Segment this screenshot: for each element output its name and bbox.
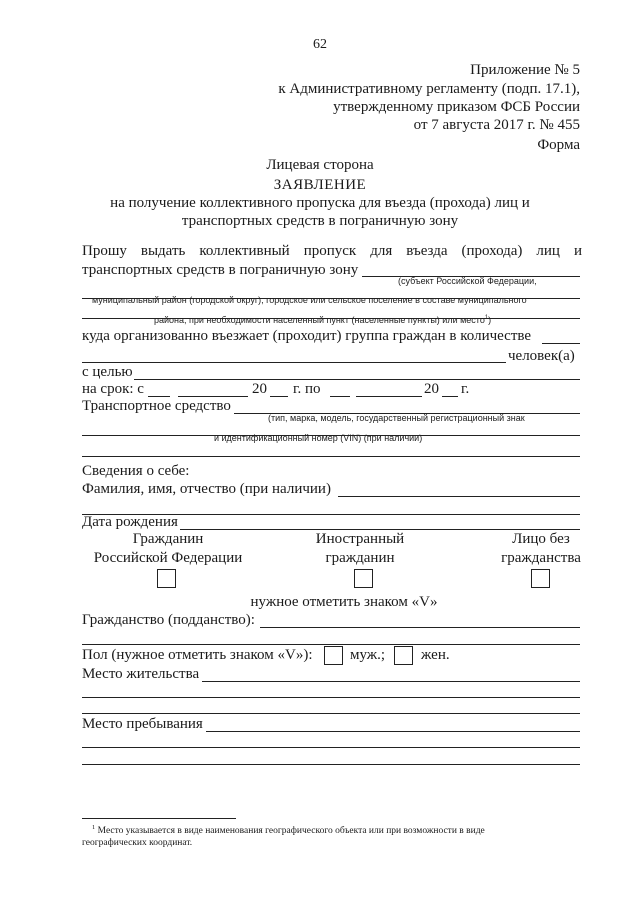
option-rf-checkbox[interactable]	[157, 569, 176, 588]
stay-field-2[interactable]	[82, 747, 580, 748]
birth-date-field[interactable]	[180, 529, 580, 530]
locality-hint-text: района, при необходимости населенный пункт (населенные пункты) или место	[154, 315, 485, 325]
term-from-month-field[interactable]	[178, 396, 248, 397]
option-foreign-line-2: гражданин	[325, 550, 395, 566]
vehicle-hint-2: и идентификационный номер (VIN) (при наличии)	[214, 433, 423, 443]
subtitle-line-2: транспортных средств в пограничную зону	[181, 213, 459, 229]
male-label: муж.;	[350, 647, 386, 663]
group-count-continued-field[interactable]	[82, 362, 506, 363]
male-checkbox[interactable]	[324, 646, 343, 665]
side-label: Лицевая сторона	[266, 157, 374, 173]
appendix-line-3: утвержденному приказом ФСБ России	[333, 99, 580, 115]
term-from-day-field[interactable]	[148, 396, 170, 397]
female-label: жен.	[421, 647, 450, 663]
form-label: Форма	[537, 137, 580, 153]
birth-date-label: Дата рождения	[82, 514, 178, 530]
option-rf-line-2: Российской Федерации	[93, 550, 243, 566]
group-text: куда организованно въезжает (проходит) группа граждан в количестве	[82, 328, 532, 344]
region-hint: (субъект Российской Федерации,	[398, 276, 537, 286]
page-number: 62	[313, 37, 327, 52]
purpose-label: с целью	[82, 364, 133, 380]
term-to-year-field[interactable]	[442, 396, 458, 397]
residence-field[interactable]	[202, 681, 580, 682]
footnote-line-1	[92, 824, 485, 836]
term-to-day-field[interactable]	[330, 396, 350, 397]
purpose-field[interactable]	[134, 379, 580, 380]
stay-field-3[interactable]	[82, 764, 580, 765]
residence-field-2[interactable]	[82, 697, 580, 698]
request-line-2: транспортных средств в пограничную зону	[82, 262, 359, 278]
term-to-month-field[interactable]	[356, 396, 422, 397]
stay-field[interactable]	[206, 731, 580, 732]
about-heading: Сведения о себе:	[82, 463, 190, 479]
locality-hint-close: )	[488, 315, 492, 325]
option-stateless-checkbox[interactable]	[531, 569, 550, 588]
subtitle-line-1: на получение коллективного пропуска для въезда (прохода) лиц и	[110, 195, 530, 211]
footnote-text-2: географических координат.	[82, 838, 193, 848]
sex-label: Пол (нужное отметить знаком «V»):	[82, 647, 313, 663]
option-foreign-line-1: Иностранный	[315, 531, 405, 547]
vehicle-label: Транспортное средство	[82, 398, 231, 414]
footnote-text-1: Место указывается в виде наименования географического объекта или при возможности в виде	[97, 826, 485, 837]
citizenship-continued-field[interactable]	[82, 644, 580, 645]
option-stateless-line-1: Лицо без	[512, 531, 570, 547]
residence-label: Место жительства	[82, 666, 200, 682]
term-year-2-label: 20	[424, 381, 439, 397]
option-rf-line-1: Гражданин	[132, 531, 204, 547]
term-end-label: г.	[461, 381, 470, 397]
request-line-1: Прошу выдать коллективный пропуск для въезда (прохода) лиц и	[82, 243, 582, 259]
vehicle-extra-field[interactable]	[82, 456, 580, 457]
term-mid-label: г. по	[293, 381, 321, 397]
stay-label: Место пребывания	[82, 716, 203, 732]
district-hint: муниципальный район (городской округ), городское или сельское поселение в составе муниципального	[92, 295, 527, 305]
mark-note: нужное отметить знаком «V»	[250, 594, 438, 610]
appendix-line-2: к Административному регламенту (подп. 17.1),	[278, 81, 580, 97]
vehicle-hint-1: (тип, марка, модель, государственный регистрационный знак	[268, 413, 525, 423]
group-count-field[interactable]	[542, 343, 580, 344]
appendix-line-1: Приложение № 5	[470, 62, 580, 78]
female-checkbox[interactable]	[394, 646, 413, 665]
citizenship-field[interactable]	[260, 627, 580, 628]
footnote-separator	[82, 818, 236, 819]
option-stateless-line-2: гражданства	[501, 550, 581, 566]
residence-field-3[interactable]	[82, 713, 580, 714]
citizenship-label: Гражданство (подданство):	[82, 612, 255, 628]
full-name-field[interactable]	[338, 496, 580, 497]
term-from-year-field[interactable]	[270, 396, 288, 397]
persons-label: человек(а)	[508, 348, 575, 364]
locality-hint	[154, 315, 491, 325]
document-title: ЗАЯВЛЕНИЕ	[273, 177, 367, 193]
locality-hint-footnote-mark: 1	[484, 315, 489, 321]
appendix-line-4: от 7 августа 2017 г. № 455	[413, 117, 580, 133]
footnote-mark: 1	[92, 824, 96, 831]
option-foreign-checkbox[interactable]	[354, 569, 373, 588]
term-prefix: на срок: с	[82, 381, 144, 397]
term-year-1-label: 20	[252, 381, 267, 397]
full-name-label: Фамилия, имя, отчество (при наличии)	[82, 481, 331, 497]
